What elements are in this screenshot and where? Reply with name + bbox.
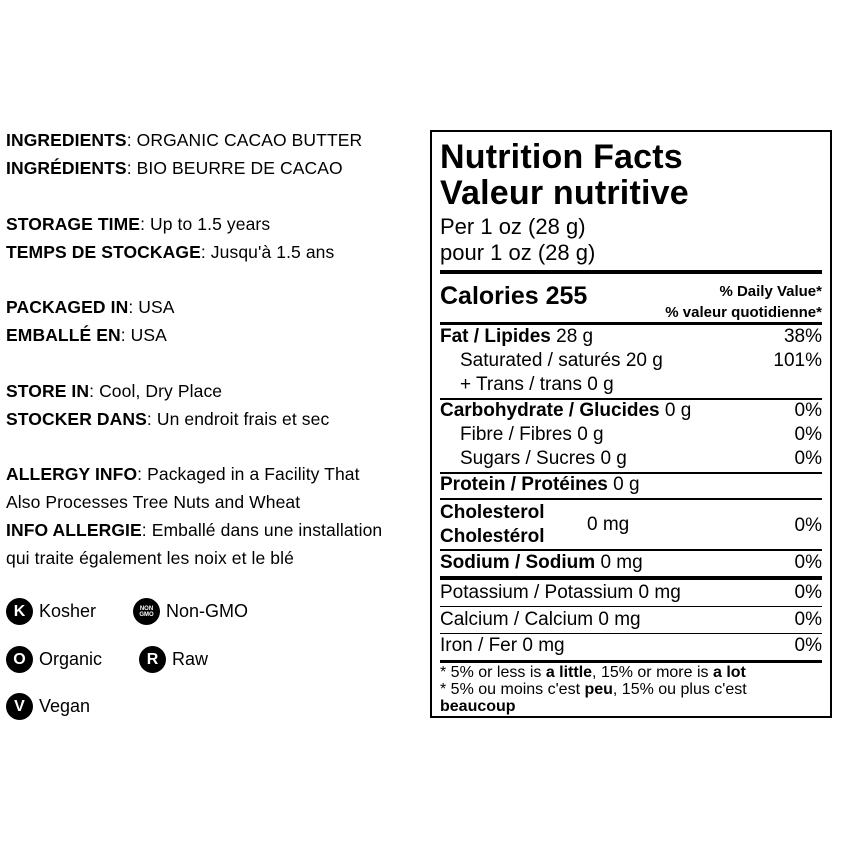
daily-value-header-en: % Daily Value* [719, 283, 822, 300]
protein-amount: 0 g [607, 474, 640, 495]
badge-raw [139, 646, 208, 673]
non-gmo-icon-top: NON [139, 605, 154, 612]
footnote-en-part3: , 15% or more is [592, 664, 713, 681]
ingredients-fr-label: INGRÉDIENTS [6, 158, 127, 178]
carb-label: Carbohydrate / Glucides [440, 400, 660, 421]
fat-amount: 28 g [550, 326, 594, 347]
allergy-en-value: : Packaged in a Facility That [137, 464, 360, 484]
carb-amount: 0 g [659, 400, 692, 421]
carb-pct: 0% [794, 400, 822, 421]
store-fr-label: STOCKER DANS [6, 409, 147, 429]
badge-kosher-label: Kosher [39, 601, 97, 621]
divider [440, 606, 822, 607]
badge-raw-label: Raw [172, 649, 209, 669]
footnote-fr-part1: * 5% ou moins c'est [440, 681, 585, 698]
store-fr-value: : Un endroit frais et sec [146, 409, 330, 429]
nutrition-title-en: Nutrition Facts [440, 138, 683, 176]
thick-divider [440, 270, 822, 274]
allergy-en [6, 464, 360, 485]
serving-size-fr: pour 1 oz (28 g) [440, 240, 596, 265]
badge-vegan-label: Vegan [39, 696, 91, 716]
non-gmo-icon [133, 598, 160, 625]
allergy-fr-line2: qui traite également les noix et le blé [6, 548, 294, 568]
calcium-label: Calcium / Calcium 0 mg [440, 609, 641, 630]
storage-fr [6, 242, 334, 263]
packaged-en-value: : USA [128, 297, 175, 317]
organic-icon: O [6, 646, 33, 673]
packaged-fr-label: EMBALLÉ EN [6, 325, 121, 345]
sodium-label: Sodium / Sodium [440, 552, 596, 573]
footnote-en [440, 664, 822, 681]
ingredients-en [6, 130, 362, 151]
nutrition-facts-panel [430, 130, 832, 718]
fibre-pct: 0% [794, 424, 822, 445]
protein-label: Protein / Protéines [440, 474, 608, 495]
trans-label: + Trans / trans 0 g [460, 374, 614, 395]
storage-fr-value: : Jusqu'à 1.5 ans [200, 242, 335, 262]
store-en-value: : Cool, Dry Place [89, 381, 223, 401]
cholesterol-label-fr: Cholestérol [440, 526, 545, 547]
footnote-fr-line2 [440, 698, 822, 715]
thick-divider [440, 576, 822, 580]
divider [440, 660, 822, 663]
raw-icon: R [139, 646, 166, 673]
nutrition-title-fr: Valeur nutritive [440, 174, 689, 212]
divider [440, 498, 822, 500]
iron-pct: 0% [794, 635, 822, 656]
footnote-fr-part3: , 15% ou plus c'est [612, 681, 747, 698]
allergy-en-label: ALLERGY INFO [6, 464, 138, 484]
store-en-label: STORE IN [6, 381, 90, 401]
saturated-label: Saturated / saturés 20 g [460, 350, 663, 371]
cholesterol-amount: 0 mg [587, 514, 630, 535]
daily-value-header-fr: % valeur quotidienne* [665, 304, 822, 321]
footnote-fr-part2: peu [584, 681, 613, 698]
packaged-en-label: PACKAGED IN [6, 297, 129, 317]
cholesterol-label-en: Cholesterol [440, 502, 545, 523]
footnote-fr [440, 681, 822, 698]
packaged-fr [6, 325, 167, 346]
cholesterol-pct: 0% [794, 515, 822, 536]
sugars-pct: 0% [794, 448, 822, 469]
saturated-pct: 101% [773, 350, 822, 371]
allergy-fr [6, 520, 382, 541]
cholesterol-label [440, 501, 545, 549]
ingredients-en-value: : ORGANIC CACAO BUTTER [126, 130, 363, 150]
iron-label: Iron / Fer 0 mg [440, 635, 565, 656]
packaged-en [6, 297, 175, 318]
badge-nongmo [133, 598, 248, 625]
footnote-en-part1: * 5% or less is [440, 664, 546, 681]
footnote-en-part2: a little [545, 664, 593, 681]
store-fr [6, 409, 329, 430]
calories: Calories 255 [440, 282, 588, 310]
serving-size-en: Per 1 oz (28 g) [440, 214, 586, 239]
packaged-fr-value: : USA [120, 325, 167, 345]
store-en [6, 381, 222, 402]
fat-pct: 38% [783, 326, 822, 347]
fat-label: Fat / Lipides [440, 326, 551, 347]
badge-nongmo-label: Non-GMO [166, 601, 249, 621]
badge-vegan [6, 693, 90, 720]
divider [440, 549, 822, 551]
storage-fr-label: TEMPS DE STOCKAGE [6, 242, 201, 262]
footnote-fr-part4: beaucoup [440, 698, 516, 715]
badge-organic-label: Organic [39, 649, 103, 669]
ingredients-en-label: INGREDIENTS [6, 130, 127, 150]
ingredients-fr [6, 158, 343, 179]
vegan-icon: V [6, 693, 33, 720]
allergy-fr-label: INFO ALLERGIE [6, 520, 142, 540]
storage-en-value: : Up to 1.5 years [140, 214, 271, 234]
footnote-en-part4: a lot [712, 664, 746, 681]
calories-divider [440, 322, 822, 325]
allergy-en-line2: Also Processes Tree Nuts and Wheat [6, 492, 301, 512]
allergy-fr-value: : Emballé dans une installation [141, 520, 383, 540]
storage-en [6, 214, 270, 235]
potassium-label: Potassium / Potassium 0 mg [440, 582, 681, 603]
sodium-pct: 0% [794, 552, 822, 573]
sugars-label: Sugars / Sucres 0 g [460, 448, 627, 469]
storage-en-label: STORAGE TIME [6, 214, 141, 234]
badge-organic [6, 646, 102, 673]
fibre-label: Fibre / Fibres 0 g [460, 424, 604, 445]
kosher-icon: K [6, 598, 33, 625]
sodium-amount: 0 mg [595, 552, 643, 573]
calcium-pct: 0% [794, 609, 822, 630]
divider [440, 633, 822, 634]
non-gmo-icon-bottom: GMO [139, 611, 154, 618]
potassium-pct: 0% [794, 582, 822, 603]
ingredients-fr-value: : BIO BEURRE DE CACAO [126, 158, 343, 178]
badge-kosher [6, 598, 96, 625]
